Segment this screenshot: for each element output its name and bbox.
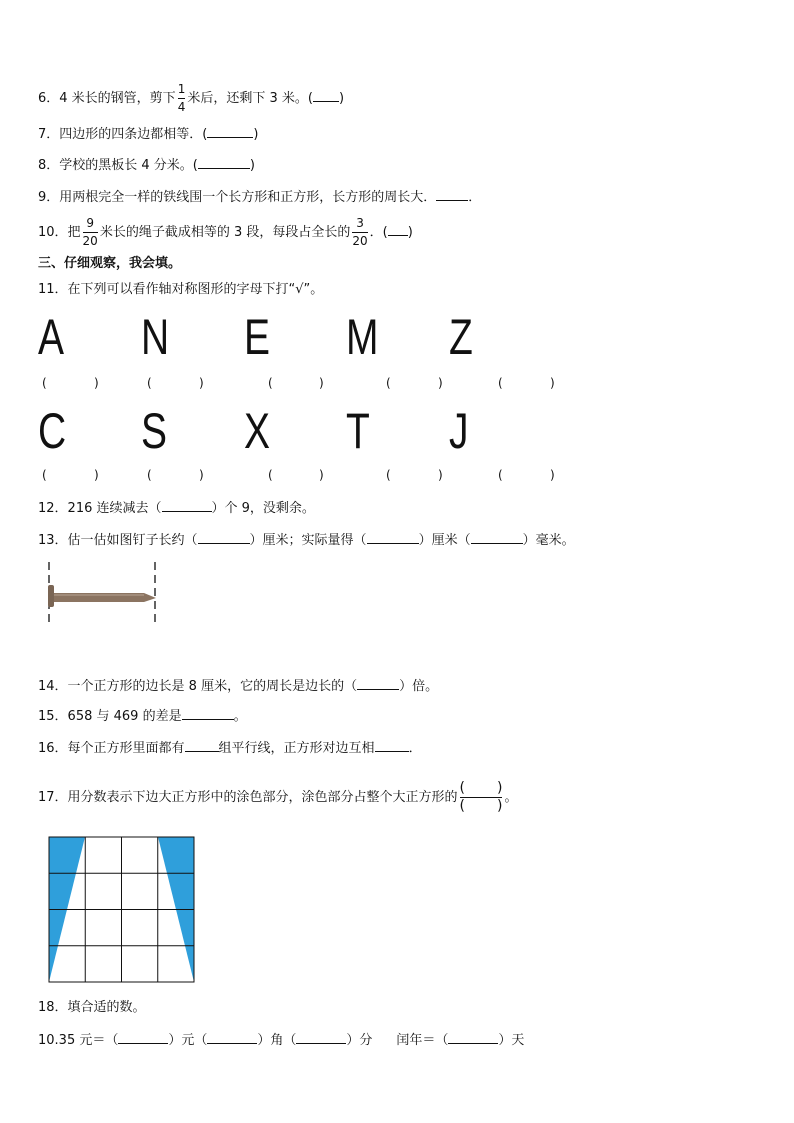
- answer-paren-open[interactable]: (: [147, 468, 152, 482]
- answer-paren-open[interactable]: (: [42, 376, 47, 390]
- nail-head: [48, 585, 54, 607]
- answer-paren-close[interactable]: ): [438, 468, 443, 482]
- answer-blank[interactable]: [207, 1031, 257, 1044]
- shaded-square-grid: [48, 836, 196, 984]
- answer-blank[interactable]: [182, 707, 234, 720]
- answer-paren-open[interactable]: (: [42, 468, 47, 482]
- answer-paren-open[interactable]: (: [386, 468, 391, 482]
- letter-Z: Z: [449, 309, 473, 365]
- answer-blank[interactable]: [448, 1031, 498, 1044]
- nail-shaft: [54, 593, 156, 602]
- answer-blank[interactable]: [367, 531, 419, 544]
- answer-paren-close[interactable]: ): [550, 468, 555, 482]
- question-17: 17．用分数表示下边大正方形中的涂色部分，涂色部分占整个大正方形的 $\frac{( )}{( )}$ 。: [38, 780, 518, 814]
- fraction-three-twentieths: $\frac{3}{20}$: [352, 216, 368, 248]
- answer-paren-close[interactable]: ): [94, 468, 99, 482]
- answer-paren-open[interactable]: (: [147, 376, 152, 390]
- question-14: 14．一个正方形的边长是 8 厘米，它的周长是边长的（ ）倍。: [38, 679, 439, 694]
- answer-paren-open[interactable]: (: [498, 376, 503, 390]
- answer-paren-close[interactable]: ): [199, 468, 204, 482]
- question-11: 11．在下列可以看作轴对称图形的字母下打“√”。: [38, 282, 324, 297]
- answer-blank[interactable]: [207, 125, 253, 138]
- question-12: 12．216 连续减去（ ）个 9，没剩余。: [38, 501, 315, 516]
- answer-blank[interactable]: [375, 739, 409, 752]
- letter-S: S: [141, 403, 168, 459]
- answer-blank[interactable]: [471, 531, 523, 544]
- answer-blank[interactable]: [388, 223, 408, 236]
- question-8: 8．学校的黑板长 4 分米。( ): [38, 158, 255, 173]
- question-10: 10．把 $\frac{9}{20}$ 米长的绳子截成相等的 3 段，每段占全长的 $\frac{3}{20}$ ．( ): [38, 216, 413, 248]
- answer-paren-close[interactable]: ): [319, 376, 324, 390]
- letter-N: N: [141, 309, 170, 365]
- question-18: 18．填合适的数。: [38, 1000, 146, 1015]
- answer-paren-close[interactable]: ): [199, 376, 204, 390]
- answer-paren-open[interactable]: (: [268, 468, 273, 482]
- question-18-conversions: 10.35 元＝（ ）元（ ）角（ ）分 闰年＝（ ）天: [38, 1033, 525, 1048]
- answer-blank[interactable]: [357, 677, 399, 690]
- letter-E: E: [244, 309, 271, 365]
- letter-T: T: [346, 403, 370, 459]
- answer-blank[interactable]: [198, 531, 250, 544]
- answer-blank[interactable]: [436, 188, 468, 201]
- answer-paren-close[interactable]: ): [550, 376, 555, 390]
- answer-paren-close[interactable]: ): [94, 376, 99, 390]
- answer-blank[interactable]: [118, 1031, 168, 1044]
- fraction-answer-box[interactable]: $\frac{( )}{( )}$: [459, 780, 503, 814]
- answer-blank[interactable]: [313, 89, 339, 102]
- question-13: 13．估一估如图钉子长约（ ）厘米；实际量得（ ）厘米（ ）毫米。: [38, 533, 575, 548]
- answer-paren-close[interactable]: ): [438, 376, 443, 390]
- letter-J: J: [449, 403, 469, 459]
- fraction-one-quarter: $\frac{1}{4}$: [177, 82, 186, 114]
- letter-X: X: [244, 403, 271, 459]
- question-15: 15．658 与 469 的差是 。: [38, 709, 247, 724]
- answer-blank[interactable]: [162, 499, 212, 512]
- question-9: 9．用两根完全一样的铁线围一个长方形和正方形，长方形的周长大． ．: [38, 190, 482, 205]
- question-6: 6．4 米长的钢管，剪下 $\frac{1}{4}$ 米后，还剩下 3 米。( ): [38, 82, 345, 114]
- answer-paren-open[interactable]: (: [498, 468, 503, 482]
- section-heading-3: 三、仔细观察，我会填。: [38, 256, 182, 271]
- answer-blank[interactable]: [296, 1031, 346, 1044]
- letter-M: M: [346, 309, 379, 365]
- question-16: 16．每个正方形里面都有 组平行线，正方形对边互相 ．: [38, 741, 422, 756]
- nail-illustration: [40, 560, 165, 630]
- answer-blank[interactable]: [185, 739, 219, 752]
- letter-C: C: [38, 403, 67, 459]
- answer-blank[interactable]: [198, 156, 250, 169]
- answer-paren-open[interactable]: (: [268, 376, 273, 390]
- letter-A: A: [38, 309, 65, 365]
- answer-paren-open[interactable]: (: [386, 376, 391, 390]
- question-7: 7．四边形的四条边都相等．( ): [38, 127, 259, 142]
- fraction-nine-twentieths: $\frac{9}{20}$: [82, 216, 98, 248]
- answer-paren-close[interactable]: ): [319, 468, 324, 482]
